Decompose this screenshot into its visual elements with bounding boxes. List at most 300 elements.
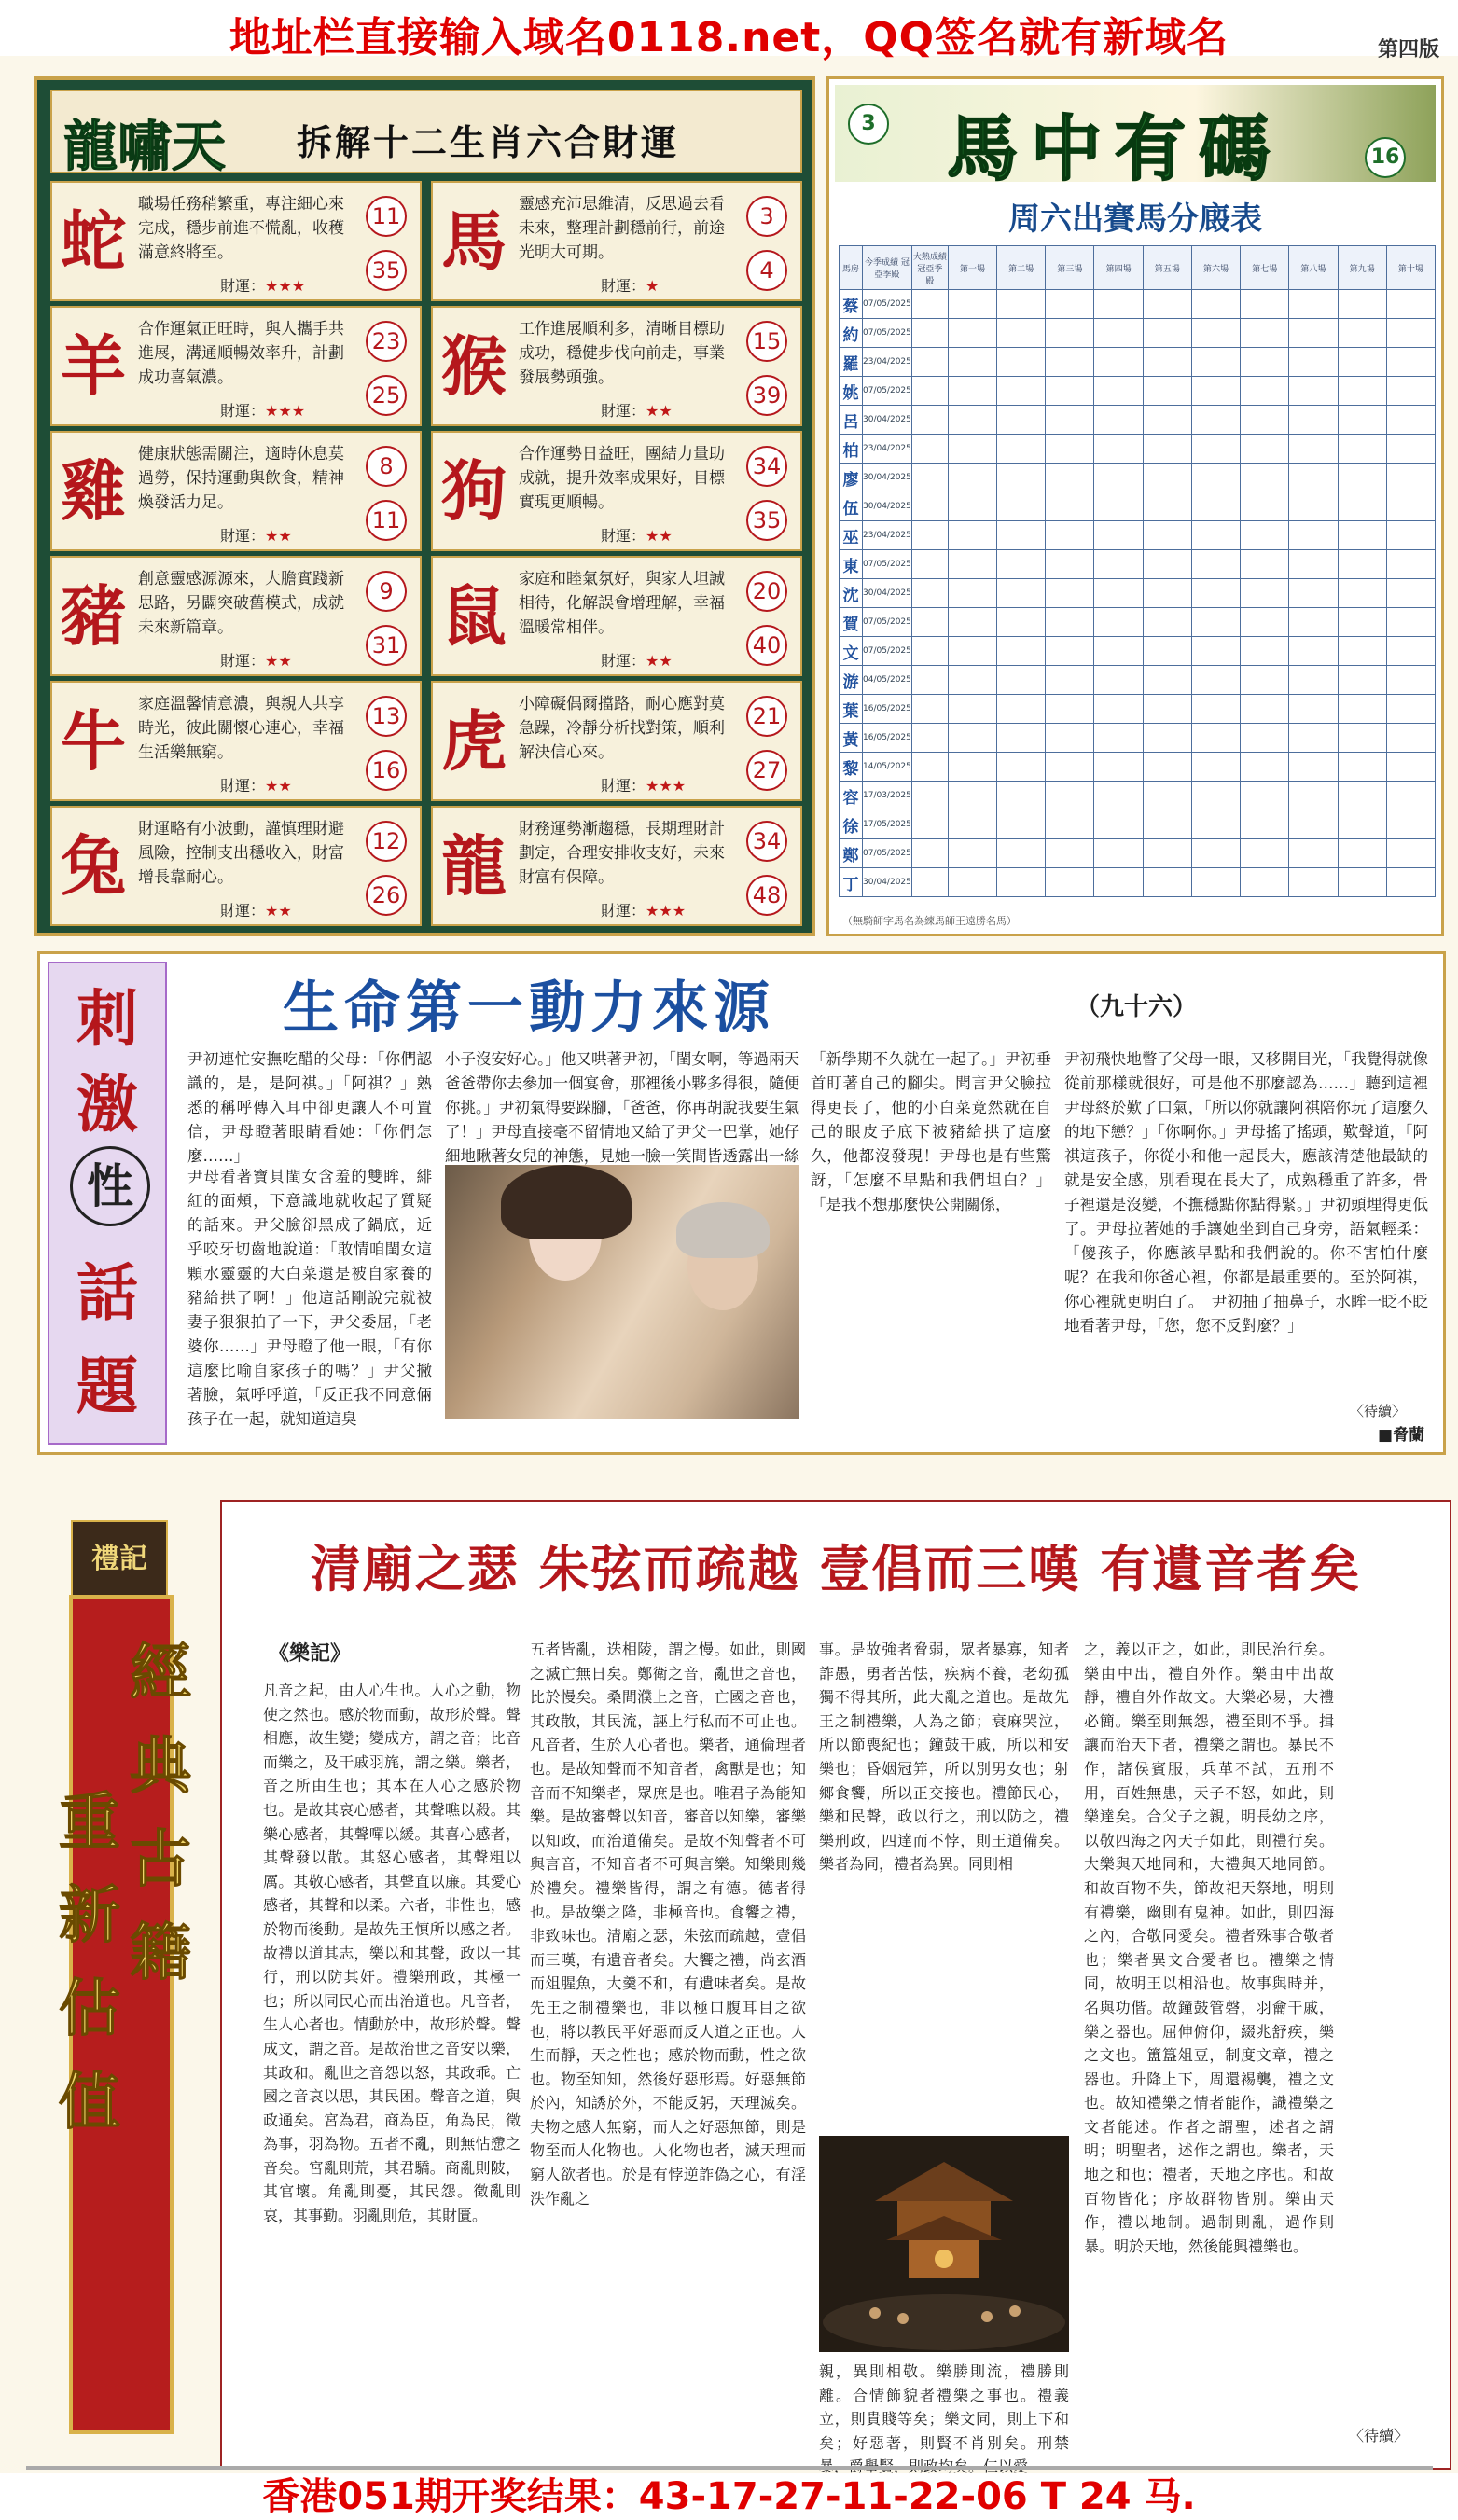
- zodiac-number-2: 16: [366, 750, 407, 791]
- race-slot: [1143, 810, 1191, 839]
- race-slot: [1289, 579, 1338, 608]
- life-illustration: [445, 1165, 799, 1419]
- luck-stars: ★★★: [265, 277, 306, 295]
- stable-record: 07/05/2025: [863, 608, 912, 637]
- luck-label: 財運：: [601, 902, 646, 920]
- race-slot: [1191, 810, 1240, 839]
- race-slot: [1289, 406, 1338, 435]
- stable-record: 30/04/2025: [863, 464, 912, 492]
- race-slot: [1143, 492, 1191, 521]
- classic-col-3b: 親，異則相敬。樂勝則流，禮勝則離。合情飾貌者禮樂之事也。禮義立，則貴賤等矣；樂文同，則上下和矣；好惡著，則賢不肖別矣。刑禁: [819, 2362, 1069, 2452]
- race-table-header: [840, 246, 1436, 290]
- race-slot: [1046, 290, 1094, 319]
- race-slot: [948, 695, 996, 724]
- race-row: [840, 377, 1436, 406]
- race-slot: [1338, 753, 1386, 782]
- race-table: [839, 245, 1436, 897]
- race-slot: [1143, 377, 1191, 406]
- zodiac-luck: [220, 274, 305, 296]
- zodiac-desc: 家庭和睦氣氛好，與家人坦誠相待，化解誤會增理解，幸福溫暖常相伴。: [519, 570, 725, 637]
- luck-stars: ★★★: [265, 402, 306, 420]
- race-row: [840, 464, 1436, 492]
- race-slot: [1143, 724, 1191, 753]
- race-slot: [1338, 319, 1386, 348]
- race-slot: [997, 724, 1046, 753]
- race-slot: [1386, 868, 1435, 897]
- race-badge-right: 16: [1365, 137, 1406, 178]
- race-slot: [1386, 810, 1435, 839]
- race-slot: [1386, 406, 1435, 435]
- race-row: [840, 435, 1436, 464]
- race-slot: [1241, 435, 1289, 464]
- race-slot: [1046, 782, 1094, 810]
- race-slot: [1191, 492, 1240, 521]
- zodiac-number-2: 11: [366, 500, 407, 541]
- classic-col-3: 事。是故強者脅弱，眾者暴寡，知者詐愚，勇者苦怯，疾病不養，老幼孤獨不得其所，此大亂之道也。是故先王之制禮樂，人為之節；衰麻哭泣，所以節喪紀也；鐘鼓干戚，所以和安樂也；昏姻冠笄，所以別男女也；射鄉食饗，所以正交接也。禮節民心，樂和民聲，政以行之，刑以防之，禮樂刑政，四達而不悖，則王道備矣。樂者為同，禮者為異。同則相: [819, 1641, 1069, 1874]
- stable-record: 07/05/2025: [863, 839, 912, 868]
- race-slot: [948, 579, 996, 608]
- zodiac-animal: 雞: [61, 452, 126, 530]
- stable-form: [911, 521, 948, 550]
- stable-form: [911, 406, 948, 435]
- zodiac-desc: 家庭溫馨情意濃，與親人共享時光，彼此關懷心連心，幸福生活樂無窮。: [138, 695, 344, 762]
- classic-vertical-char: 重: [59, 1785, 120, 1858]
- race-slot: [1386, 637, 1435, 666]
- classic-col-4: 之，義以正之，如此，則民治行矣。樂由中出，禮自外作。樂由中出故靜，禮自外作故文。大樂必易，大禮必簡。樂至則無怨，禮至則不爭。揖讓而治天下者，禮樂之謂也。暴民不作，諸侯賓服，兵革不試，五刑不用，百姓無患，天子不怒，如此，則樂達矣。合父子之親，明長幼之序，以敬四海之內天子如此，則禮行矣。大樂與天地同和，大禮與天地同節。和故百物不失，節故祀天祭地，明則有禮樂，幽則有鬼神。如此，則四海之內，合敬同愛矣。禮者殊事合敬者也；樂者異文合愛者也。禮樂之情同，故明王以相沿也。故事與時并，名與功偕。故鐘鼓管磬，羽龠干戚，樂之器也。屈伸俯仰，綴兆舒疾，樂之文也。簠簋俎豆，制度文章，禮之器也。升降上下，周還裼襲，禮之文也。故知禮樂之情者能作，識禮樂之文者能述。作者之謂聖，述者之謂明；明聖者，述作之謂也。樂者，天地之和也；禮者，天地之序也。和故百物皆化；序故群物皆別。樂由天作，禮以地制。過制則亂，過作則暴。明於天地，然後能興禮樂也。: [1084, 1641, 1334, 2255]
- palace-illustration: [819, 2136, 1069, 2352]
- zodiac-animal: 狗: [441, 452, 507, 530]
- zodiac-cell: [50, 181, 422, 301]
- race-slot: [1046, 608, 1094, 637]
- zodiac-luck: [601, 524, 673, 546]
- race-slot: [1094, 550, 1143, 579]
- race-slot: [1143, 406, 1191, 435]
- stable-name: 葉: [840, 695, 863, 724]
- race-slot: [1094, 319, 1143, 348]
- race-slot: [1143, 521, 1191, 550]
- classic-side-banner: [24, 1511, 207, 2481]
- stable-record: 30/04/2025: [863, 492, 912, 521]
- zodiac-animal: 兔: [61, 827, 126, 905]
- race-slot: [997, 435, 1046, 464]
- stable-form: [911, 377, 948, 406]
- race-header-cell: 第七場: [1241, 246, 1289, 290]
- life-continued: 〈待續〉: [1349, 1403, 1406, 1419]
- stable-record: 17/03/2025: [863, 782, 912, 810]
- life-col-2: 小子沒安好心。」他又哄著尹初，「閨女啊，等過兩天爸爸帶你去參加一個宴會，那裡後小夥多得很，隨便你挑。」尹初氣得要跺腳，「爸爸，你再胡說我要生氣了！」尹母直接毫不留情地又給了尹父一巴掌，她仔細地瞅著女兒的神態，見她一臉一笑間皆透露出一絲: [445, 1050, 799, 1165]
- race-slot: [1046, 810, 1094, 839]
- stable-name: 徐: [840, 810, 863, 839]
- zodiac-desc: 工作進展順利多，清晰目標助成功，穩健步伐向前走，事業發展勢頭強。: [519, 320, 725, 387]
- luck-label: 財運：: [220, 652, 266, 670]
- race-row: [840, 348, 1436, 377]
- stable-form: [911, 492, 948, 521]
- stable-record: 07/05/2025: [863, 550, 912, 579]
- race-slot: [1191, 521, 1240, 550]
- race-slot: [1191, 290, 1240, 319]
- race-slot: [948, 377, 996, 406]
- zodiac-number-1: 23: [366, 321, 407, 362]
- race-row: [840, 637, 1436, 666]
- life-author: ■脅蘭: [1377, 1426, 1424, 1445]
- stable-form: [911, 550, 948, 579]
- lottery-result: 香港051期开奖结果：43-17-27-11-22-06 T 24 马.: [0, 2473, 1458, 2520]
- race-row: [840, 406, 1436, 435]
- stable-name: 賀: [840, 608, 863, 637]
- stable-name: 柏: [840, 435, 863, 464]
- race-slot: [1241, 579, 1289, 608]
- stable-name: 廖: [840, 464, 863, 492]
- race-slot: [1289, 550, 1338, 579]
- classic-col-1: 凡音之起，由人心生也。人心之動，物使之然也。感於物而動，故形於聲。聲相應，故生變；變成方，謂之音；比音而樂之，及干戚羽旄，謂之樂。樂者，音之所由生也；其本在人心之感於物也。是故其哀心感者，其聲噍以殺。其樂心感者，其聲嘽以緩。其喜心感者，其聲發以散。其怒心感者，其聲粗以厲。其敬心感者，其聲直以廉。其愛心感者，其聲和以柔。六者，非性也，感於物而後動。是故先王慎所以感之者。故禮以道其志，樂以和其聲，政以一其行，刑以防其奸。禮樂刑政，其極一也；所以同民心而出治道也。凡音者，生人心者也。情動於中，故形於聲。聲成文，謂之音。是故治世之音安以樂，其政和。亂世之音怨以怒，其政乖。亡國之音哀以思，其民困。聲音之道，與政通矣。宮為君，商為臣，角為民，徵為事，羽為物。五者不亂，則無怗懘之音矣。宮亂則荒，其君驕。商亂則陂，其官壞。角亂則憂，其民怨。徵亂則哀，其事勤。羽亂則危，其財匱。: [263, 1682, 521, 2225]
- side-char-2: 激: [76, 1068, 138, 1141]
- race-slot: [1338, 608, 1386, 637]
- luck-stars: ★★★: [646, 777, 687, 795]
- race-slot: [948, 810, 996, 839]
- race-slot: [1094, 868, 1143, 897]
- zodiac-desc: 職場任務稍繁重，專注細心來完成，穩步前進不慌亂，收穫滿意終將至。: [138, 195, 344, 262]
- zodiac-number-2: 39: [746, 375, 787, 416]
- race-slot: [997, 406, 1046, 435]
- stable-name: 蔡: [840, 290, 863, 319]
- race-slot: [1046, 492, 1094, 521]
- stable-record: 17/05/2025: [863, 810, 912, 839]
- race-slot: [1338, 435, 1386, 464]
- race-row: [840, 319, 1436, 348]
- race-slot: [1241, 550, 1289, 579]
- race-slot: [1289, 608, 1338, 637]
- race-slot: [1191, 637, 1240, 666]
- race-slot: [1094, 753, 1143, 782]
- race-slot: [1143, 464, 1191, 492]
- race-slot: [1241, 868, 1289, 897]
- race-slot: [997, 782, 1046, 810]
- race-slot: [1046, 377, 1094, 406]
- zodiac-animal: 馬: [441, 202, 507, 280]
- luck-label: 財運：: [220, 527, 266, 545]
- race-slot: [1143, 782, 1191, 810]
- zodiac-desc: 創意靈感源源來，大膽實踐新思路，另闢突破舊模式，成就未來新篇章。: [138, 570, 344, 637]
- zodiac-number-1: 9: [366, 571, 407, 612]
- race-slot: [1094, 435, 1143, 464]
- race-slot: [1338, 839, 1386, 868]
- race-row: [840, 839, 1436, 868]
- luck-label: 財運：: [220, 277, 266, 295]
- zodiac-cell: [431, 556, 802, 676]
- race-slot: [1338, 695, 1386, 724]
- luck-stars: ★★: [646, 652, 673, 670]
- zodiac-luck: [220, 899, 292, 921]
- stable-name: 姚: [840, 377, 863, 406]
- stable-name: 約: [840, 319, 863, 348]
- zodiac-animal: 龍: [441, 827, 507, 905]
- race-header-cell: 第八場: [1289, 246, 1338, 290]
- top-banner: [0, 0, 1458, 62]
- race-slot: [1094, 464, 1143, 492]
- race-slot: [997, 666, 1046, 695]
- race-slot: [1338, 868, 1386, 897]
- race-slot: [1094, 290, 1143, 319]
- race-slot: [1046, 666, 1094, 695]
- race-slot: [1289, 753, 1338, 782]
- stable-record: 30/04/2025: [863, 868, 912, 897]
- stable-form: [911, 695, 948, 724]
- race-row: [840, 868, 1436, 897]
- luck-stars: ★: [646, 277, 660, 295]
- stable-form: [911, 579, 948, 608]
- race-slot: [1143, 348, 1191, 377]
- race-slot: [1143, 290, 1191, 319]
- race-slot: [1094, 348, 1143, 377]
- race-badge-left: 3: [848, 104, 889, 145]
- stable-record: 23/04/2025: [863, 435, 912, 464]
- zodiac-number-1: 21: [746, 696, 787, 737]
- classic-vertical-char: 典: [130, 1729, 191, 1802]
- life-col-1: 尹初連忙安撫吃醋的父母：「你們認識的，是，是阿祺。」「阿祺？」熟悉的稱呼傳入耳中卻更讓人不可置信，尹母瞪著眼睛看她：「你們怎麼……」: [187, 1050, 432, 1165]
- race-slot: [1094, 666, 1143, 695]
- race-slot: [1289, 435, 1338, 464]
- race-slot: [1191, 348, 1240, 377]
- stable-form: [911, 464, 948, 492]
- zodiac-desc: 小障礙偶爾擋路，耐心應對莫急躁，冷靜分析找對策，順利解決信心來。: [519, 695, 725, 762]
- race-slot: [1338, 377, 1386, 406]
- race-header-cell: 第二場: [997, 246, 1046, 290]
- race-slot: [1046, 464, 1094, 492]
- race-slot: [1386, 695, 1435, 724]
- race-slot: [1241, 290, 1289, 319]
- stable-name: 東: [840, 550, 863, 579]
- race-slot: [1338, 290, 1386, 319]
- zodiac-number-2: 27: [746, 750, 787, 791]
- race-slot: [1338, 492, 1386, 521]
- zodiac-number-1: 34: [746, 821, 787, 862]
- race-slot: [1191, 782, 1240, 810]
- race-slot: [997, 550, 1046, 579]
- zodiac-luck: [220, 649, 292, 671]
- race-slot: [1241, 406, 1289, 435]
- zodiac-cell: [50, 681, 422, 801]
- race-slot: [1191, 753, 1240, 782]
- race-header-cell: 馬房: [840, 246, 863, 290]
- race-slot: [1143, 666, 1191, 695]
- race-slot: [1289, 782, 1338, 810]
- race-slot: [1241, 608, 1289, 637]
- race-row: [840, 666, 1436, 695]
- race-slot: [997, 290, 1046, 319]
- stable-record: 30/04/2025: [863, 406, 912, 435]
- stable-name: 鄭: [840, 839, 863, 868]
- race-slot: [1289, 464, 1338, 492]
- race-slot: [1241, 492, 1289, 521]
- stable-form: [911, 319, 948, 348]
- race-slot: [1386, 319, 1435, 348]
- zodiac-animal: 蛇: [61, 202, 126, 280]
- race-row: [840, 290, 1436, 319]
- race-slot: [1338, 521, 1386, 550]
- life-col-2b: 「新學期不久就在一起了。」尹初垂首盯著自己的腳尖。聞言尹父臉拉得更長了，他的小白菜竟然就在自己的眼皮子底下被豬給拱了這麼久，他都沒發現！尹母也是有些驚訝，「怎麼不早點和我們坦白？」「是我不想那麼快公開關係，: [811, 1050, 1051, 1213]
- race-slot: [1289, 666, 1338, 695]
- luck-label: 財運：: [601, 527, 646, 545]
- race-slot: [1338, 724, 1386, 753]
- zodiac-animal: 虎: [441, 702, 507, 780]
- luck-label: 財運：: [601, 402, 646, 420]
- race-slot: [1191, 550, 1240, 579]
- zodiac-animal: 鼠: [441, 577, 507, 655]
- zodiac-brand: 龍嘯天: [63, 115, 227, 178]
- life-episode: （九十六）: [1076, 993, 1198, 1021]
- zodiac-cell: [431, 806, 802, 926]
- zodiac-number-2: 48: [746, 875, 787, 916]
- race-slot: [948, 753, 996, 782]
- race-slot: [948, 319, 996, 348]
- zodiac-number-1: 8: [366, 446, 407, 487]
- race-slot: [997, 492, 1046, 521]
- stable-name: 沈: [840, 579, 863, 608]
- stable-form: [911, 290, 948, 319]
- stable-record: 16/05/2025: [863, 695, 912, 724]
- zodiac-luck: [220, 774, 292, 796]
- race-header-cell: 第三場: [1046, 246, 1094, 290]
- luck-stars: ★★: [265, 777, 292, 795]
- zodiac-cell: [50, 806, 422, 926]
- race-header-cell: 第九場: [1338, 246, 1386, 290]
- zodiac-number-1: 3: [746, 196, 787, 237]
- young-woman-hair: [501, 1165, 632, 1239]
- race-slot: [1241, 377, 1289, 406]
- race-slot: [1046, 695, 1094, 724]
- race-slot: [1094, 637, 1143, 666]
- race-slot: [948, 464, 996, 492]
- zodiac-luck: [220, 399, 305, 421]
- race-slot: [1241, 753, 1289, 782]
- zodiac-number-2: 31: [366, 625, 407, 666]
- zodiac-number-1: 12: [366, 821, 407, 862]
- race-slot: [1338, 637, 1386, 666]
- race-slot: [1241, 695, 1289, 724]
- zodiac-cell: [431, 181, 802, 301]
- stable-record: 30/04/2025: [863, 579, 912, 608]
- race-row: [840, 492, 1436, 521]
- stable-name: 文: [840, 637, 863, 666]
- stable-name: 伍: [840, 492, 863, 521]
- race-slot: [1046, 839, 1094, 868]
- luck-label: 財運：: [220, 402, 266, 420]
- classic-col-2: 五者皆亂，迭相陵，謂之慢。如此，則國之滅亡無日矣。鄭衛之音，亂世之音也，比於慢矣。桑間濮上之音，亡國之音也，其政散，其民流，誣上行私而不可止也。凡音者，生於人心者也。樂者，通倫理者也。是故知聲而不知音者，禽獸是也；知音而不知樂者，眾庶是也。唯君子為能知樂。是故審聲以知音，審音以知樂，審樂以知政，而治道備矣。是故不知聲者不可與言音，不知音者不可與言樂。知樂則幾於禮矣。禮樂皆得，謂之有德。德者得也。是故樂之隆，非極音也。食饗之禮，非致味也。清廟之瑟，朱弦而疏越，壹倡而三嘆，有遺音者矣。大饗之禮，尚玄酒而俎腥魚，大羹不和，有遺味者矣。是故先王之制禮樂也，非以極口腹耳目之欲也，將以教民平好惡而反人道之正也。人生而靜，天之性也；感於物而動，性之欲也。物至知知，然後好惡形焉。好惡無節於內，知誘於外，不能反躬，天理滅矣。夫物之感人無窮，而人之好惡無節，則是物至而人化物也。人化物也者，滅天理而窮人欲者也。於是有悖逆詐偽之心，有淫泆作亂之: [530, 1641, 806, 2208]
- race-row: [840, 724, 1436, 753]
- race-slot: [1289, 810, 1338, 839]
- life-title: 生命第一動力來源: [283, 976, 775, 1041]
- zodiac-cell: [50, 306, 422, 426]
- race-slot: [1289, 521, 1338, 550]
- race-slot: [1289, 319, 1338, 348]
- race-slot: [1386, 839, 1435, 868]
- race-slot: [1191, 406, 1240, 435]
- zodiac-desc: 財務運勢漸趨穩，長期理財計劃定，合理安排收支好，未來財富有保障。: [519, 820, 725, 887]
- race-slot: [1046, 435, 1094, 464]
- luck-stars: ★★: [265, 902, 292, 920]
- race-slot: [1143, 637, 1191, 666]
- zodiac-header: [50, 90, 802, 178]
- luck-label: 財運：: [601, 652, 646, 670]
- stable-name: 黎: [840, 753, 863, 782]
- side-char-5: 題: [76, 1350, 138, 1422]
- stable-form: [911, 782, 948, 810]
- race-slot: [1338, 810, 1386, 839]
- race-slot: [948, 521, 996, 550]
- page-number: 第四版: [1377, 38, 1439, 62]
- race-slot: [1191, 435, 1240, 464]
- stable-form: [911, 348, 948, 377]
- stable-record: 23/04/2025: [863, 521, 912, 550]
- race-slot: [948, 724, 996, 753]
- zodiac-desc: 健康狀態需關注，適時休息莫過勞，保持運動與飲食，精神煥發活力足。: [138, 445, 344, 512]
- race-slot: [1143, 695, 1191, 724]
- zodiac-number-2: 25: [366, 375, 407, 416]
- race-header-cell: 今季成績 冠亞季殿: [863, 246, 912, 290]
- race-slot: [1046, 753, 1094, 782]
- race-slot: [1386, 753, 1435, 782]
- race-slot: [1386, 464, 1435, 492]
- race-slot: [1143, 839, 1191, 868]
- race-slot: [1386, 608, 1435, 637]
- race-row: [840, 550, 1436, 579]
- race-slot: [997, 753, 1046, 782]
- stable-record: 16/05/2025: [863, 724, 912, 753]
- race-slot: [1094, 579, 1143, 608]
- race-slot: [997, 521, 1046, 550]
- race-slot: [948, 435, 996, 464]
- race-slot: [1046, 724, 1094, 753]
- zodiac-desc: 合作運氣正旺時，與人攜手共進展，溝通順暢效率升，計劃成功喜氣濃。: [138, 320, 344, 387]
- race-slot: [1338, 666, 1386, 695]
- zodiac-animal: 牛: [61, 702, 126, 780]
- race-slot: [997, 810, 1046, 839]
- zodiac-number-1: 34: [746, 446, 787, 487]
- race-slot: [1143, 753, 1191, 782]
- stable-record: 23/04/2025: [863, 348, 912, 377]
- zodiac-panel: [34, 76, 815, 936]
- luck-stars: ★★: [265, 652, 292, 670]
- stable-record: 07/05/2025: [863, 290, 912, 319]
- luck-label: 財運：: [220, 902, 266, 920]
- stable-record: 14/05/2025: [863, 753, 912, 782]
- zodiac-number-1: 11: [366, 196, 407, 237]
- zodiac-cell: [50, 431, 422, 551]
- classic-title: 清廟之瑟 朱弦而疏越 壹倡而三嘆 有遺音者矣: [310, 1539, 1362, 1599]
- race-row: [840, 753, 1436, 782]
- race-slot: [1241, 521, 1289, 550]
- classic-vertical-char: 新: [59, 1878, 120, 1951]
- race-slot: [1143, 319, 1191, 348]
- stable-form: [911, 724, 948, 753]
- race-slot: [997, 637, 1046, 666]
- stable-name: 呂: [840, 406, 863, 435]
- race-slot: [1191, 608, 1240, 637]
- race-slot: [1046, 579, 1094, 608]
- zodiac-number-1: 20: [746, 571, 787, 612]
- race-slot: [1241, 348, 1289, 377]
- race-slot: [1386, 666, 1435, 695]
- race-slot: [948, 666, 996, 695]
- race-slot: [1289, 348, 1338, 377]
- zodiac-cell: [431, 431, 802, 551]
- stable-form: [911, 435, 948, 464]
- race-slot: [948, 839, 996, 868]
- zodiac-luck: [601, 899, 686, 921]
- stable-name: 巫: [840, 521, 863, 550]
- race-slot: [1046, 406, 1094, 435]
- race-slot: [1094, 839, 1143, 868]
